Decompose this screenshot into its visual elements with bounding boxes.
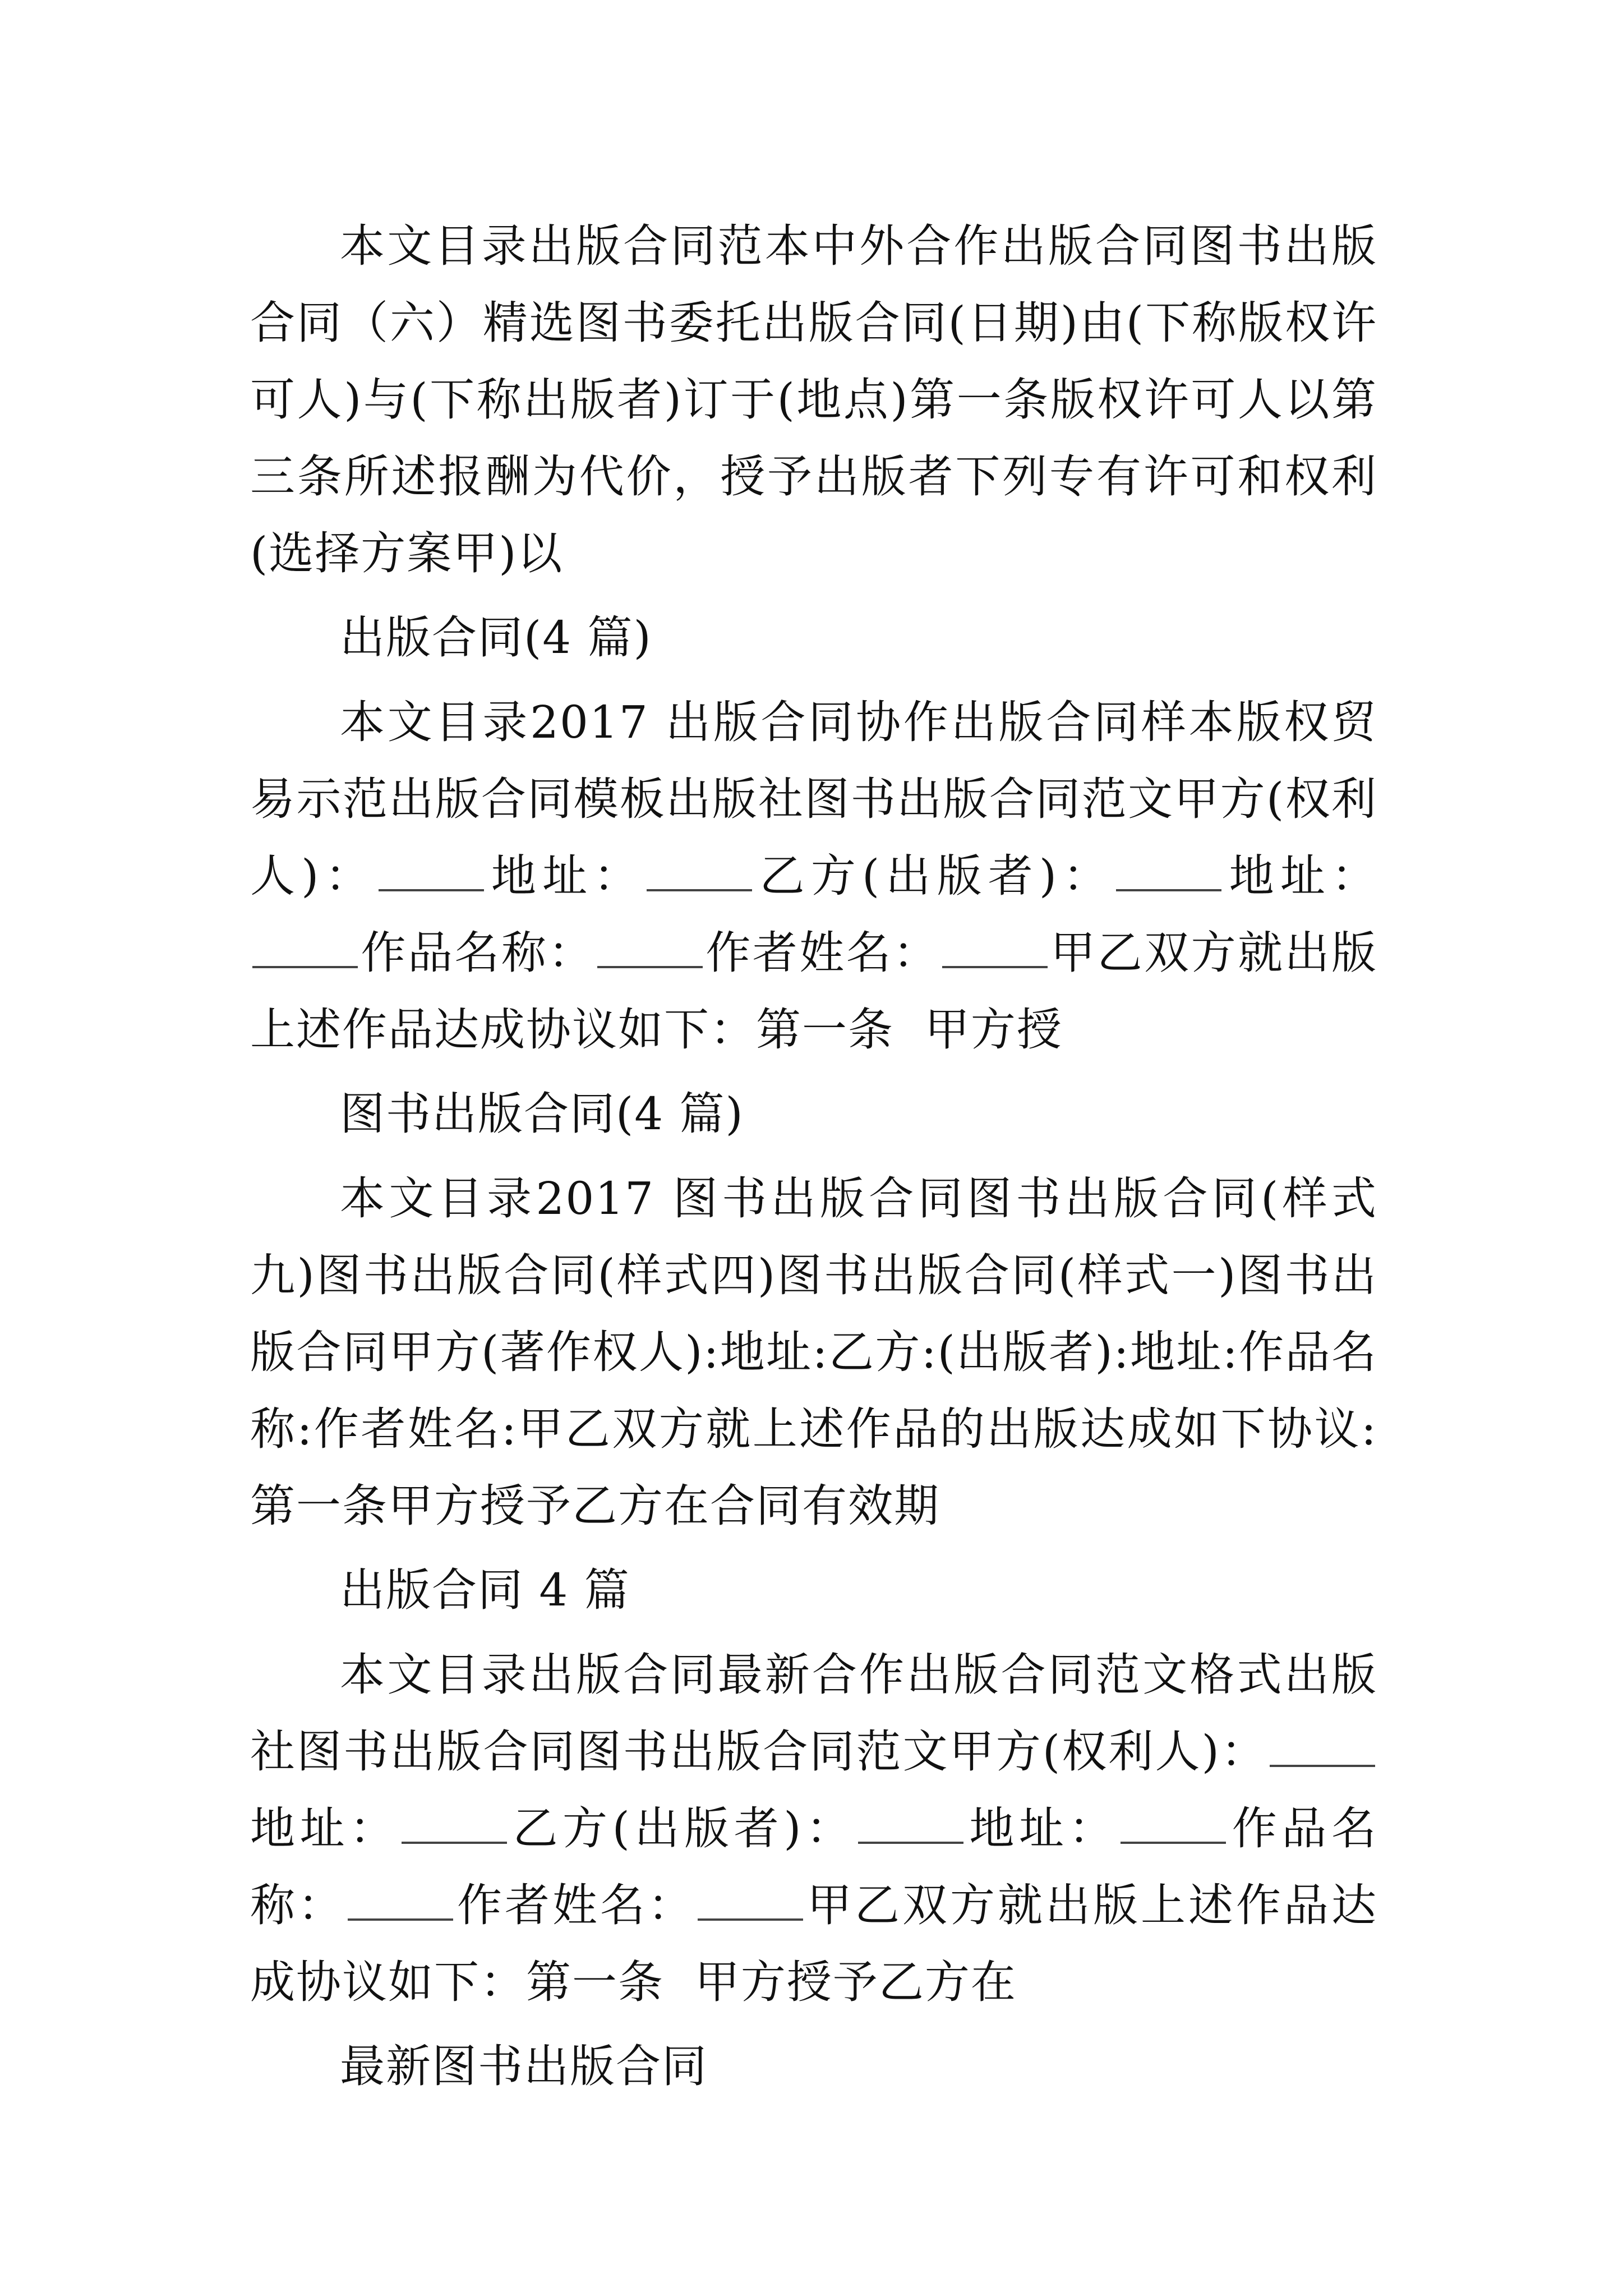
paragraph-contract-summary — [250, 684, 1377, 1068]
blank-line — [858, 1806, 963, 1844]
paragraph-text: 本文目录出版合同最新合作出版合同范文格式出版社图书出版合同图书出版合同范文甲方(权利人)： — [250, 1649, 1377, 1778]
paragraph-text: 甲乙双方就出版上述作品达成协议如下：第一条 甲方授予乙方在 — [250, 1879, 1377, 2008]
field-label: 乙方(出版者)： — [509, 1802, 856, 1855]
section-heading: 出版合同 4 篇 — [340, 1564, 630, 1616]
document-body — [250, 208, 1377, 2113]
paragraph-book-contract — [250, 1160, 1377, 1544]
field-label: 作品名称： — [360, 927, 595, 979]
blank-line — [348, 1883, 453, 1921]
blank-line — [597, 930, 703, 968]
paragraph-intro — [250, 208, 1377, 592]
paragraph-text: 甲乙双方就出版上述作品达成协议如下：第一条 甲方授 — [250, 927, 1378, 1056]
paragraph-text: 本文目录2017 出版合同协作出版合同样本版权贸易示范出版合同模板出版社图书出版合同范文甲方(权利人)： — [250, 696, 1377, 902]
field-label: 地址： — [486, 850, 645, 902]
paragraph-text: 本文目录2017 图书出版合同图书出版合同(样式九)图书出版合同(样式四)图书出版合同(样式一)图书出版合同甲方(著作权人):地址:乙方:(出版者):地址:作品名称:作者姓名:甲乙双方就上述作品的出版达成如下协议:第一条甲方授予乙方在合同有效期 — [250, 1172, 1377, 1532]
field-label: 作者姓名： — [455, 1879, 695, 1931]
blank-line — [698, 1883, 803, 1921]
blank-line — [1116, 853, 1221, 891]
blank-line — [942, 930, 1048, 968]
field-label: 作品名称： — [250, 1802, 1377, 1931]
field-label: 乙方(出版者)： — [754, 850, 1114, 902]
blank-line — [1121, 1806, 1226, 1844]
field-label: 地址： — [250, 1802, 399, 1855]
paragraph-contract-template — [250, 1636, 1377, 2021]
paragraph-text: 本文目录出版合同范本中外合作出版合同图书出版合同（六）精选图书委托出版合同(日期)由(下称版权许可人)与(下称出版者)订于(地点)第一条版权许可人以第三条所述报酬为代价，授予出版者下列专有许可和权利(选择方案甲)以 — [250, 220, 1377, 579]
blank-line — [647, 853, 752, 891]
blank-line — [1270, 1729, 1375, 1767]
section-heading: 图书出版合同(4 篇) — [340, 1088, 744, 1140]
field-label: 地址： — [965, 1802, 1119, 1855]
blank-line — [379, 853, 484, 891]
section-heading: 最新图书出版合同 — [340, 2040, 708, 2092]
field-label: 地址： — [1224, 850, 1378, 902]
blank-line — [402, 1806, 507, 1844]
field-label: 作者姓名： — [704, 927, 940, 979]
blank-line — [252, 930, 358, 968]
section-heading: 出版合同(4 篇) — [340, 611, 652, 664]
